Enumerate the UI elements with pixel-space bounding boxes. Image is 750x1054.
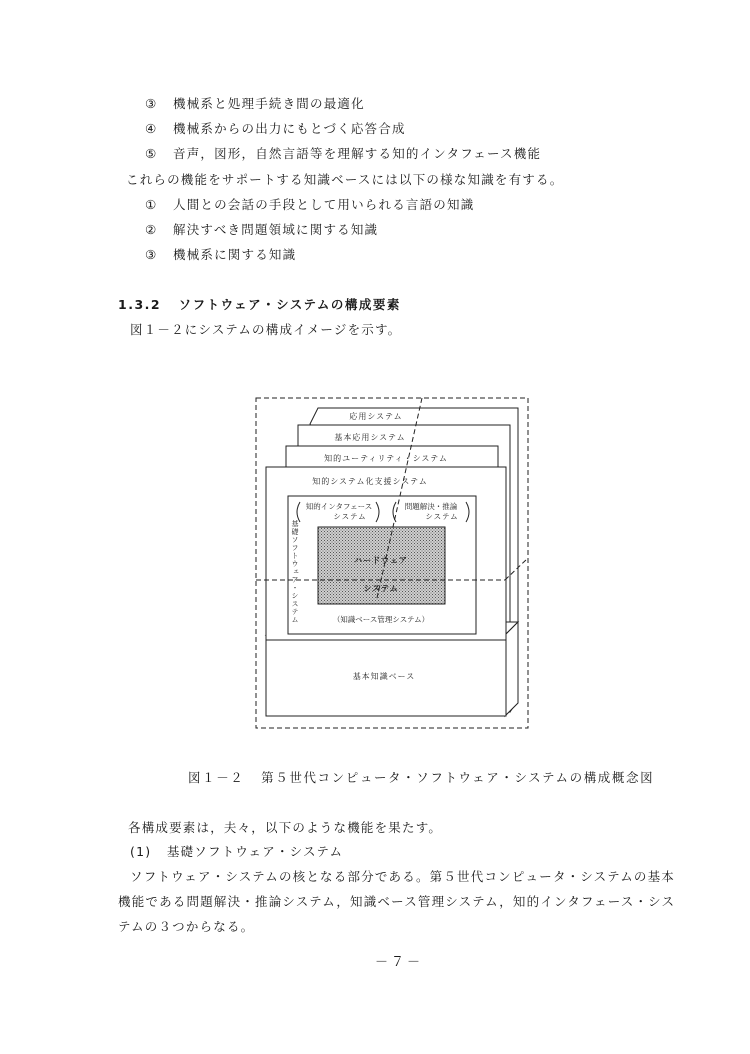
list-number: ③ <box>145 96 158 111</box>
list-number: ① <box>145 197 158 212</box>
label-support-system: 知的システム化支援システム <box>312 477 428 486</box>
body-line: テムの３つからなる。 <box>118 919 255 934</box>
section-intro: 図１－２にシステムの構成イメージを示す。 <box>130 322 402 337</box>
figure-caption <box>188 770 654 786</box>
section-number: 1.3.2 <box>118 297 162 312</box>
label-basic-kb: 基本知識ベース <box>352 672 416 681</box>
list-number: ④ <box>145 121 158 136</box>
list-text: 人間との会話の手段として用いられる言語の知識 <box>173 197 475 212</box>
label-problem-1: 問題解決・推論 <box>404 502 458 511</box>
list-number: ② <box>145 222 158 237</box>
intro-paragraph: これらの機能をサポートする知識ベースには以下の様な知識を有する。 <box>126 172 564 187</box>
label-hardware-2: システム <box>363 584 399 593</box>
section-title: ソフトウェア・システムの構成要素 <box>178 297 401 312</box>
caption-text: 第５世代コンピュータ・ソフトウェア・システムの構成概念図 <box>261 770 655 785</box>
base-side-face <box>505 622 518 716</box>
label-hardware-1: ハードウェア <box>354 556 408 565</box>
list-text: 機械系と処理手続き間の最適化 <box>173 96 365 111</box>
body-line: 機能である問題解決・推論システム，知識ベース管理システム，知的インタフェース・シス <box>118 894 676 909</box>
subsection-heading <box>130 844 343 860</box>
page-number: －７－ <box>375 955 424 970</box>
label-problem-2: システム <box>425 512 459 521</box>
list-text: 音声，図形，自然言語等を理解する知的インタフェース機能 <box>173 146 542 161</box>
subsection-number: (1) <box>130 844 152 859</box>
subsection-title: 基礎ソフトウェア・システム <box>166 844 344 859</box>
label-interface-2: システム <box>333 512 367 521</box>
label-basic-app-system: 基本応用システム <box>334 433 406 442</box>
list-text: 機械系からの出力にもとづく応答合成 <box>173 121 406 136</box>
list-text: 解決すべき問題領域に関する知識 <box>173 222 379 237</box>
label-kb-management: （知識ベース管理システム） <box>332 615 430 624</box>
label-interface-1: 知的インタフェース <box>305 502 373 511</box>
label-app-system: 応用システム <box>349 412 403 421</box>
body-line: ソフトウェア・システムの核となる部分である。第５世代コンピュータ・システムの基本 <box>130 869 676 884</box>
label-util-system: 知的ユーティリティ・システム <box>324 454 448 463</box>
list-number: ⑤ <box>145 146 158 161</box>
list-number: ③ <box>145 247 158 262</box>
functions-paragraph: 各構成要素は，夫々，以下のような機能を果たす。 <box>128 820 443 835</box>
list-text: 機械系に関する知識 <box>173 247 297 262</box>
label-basic-software: 基礎ソフトウェア・システム <box>291 520 299 624</box>
caption-label: 図１－２ <box>188 770 245 785</box>
